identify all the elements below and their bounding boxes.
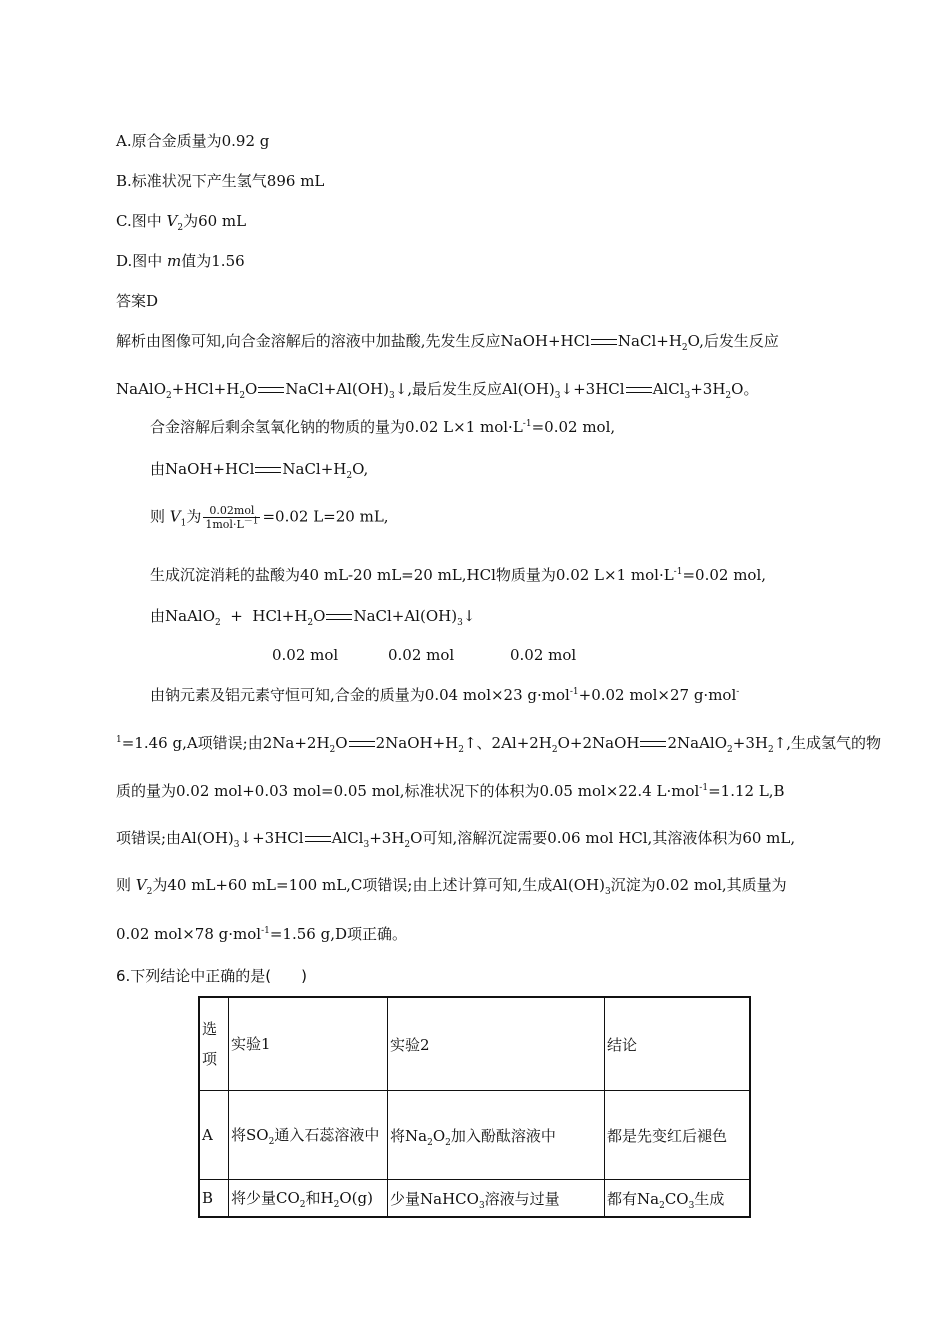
option-d	[116, 252, 245, 270]
text: 加入酚酞溶液中	[450, 1126, 556, 1145]
text: ↓,最后发生反应Al(OH)	[394, 380, 555, 398]
text: NaCl+H	[282, 460, 347, 478]
text: 由NaAlO	[150, 607, 215, 625]
option-c	[116, 212, 247, 233]
sup: -1	[699, 783, 709, 793]
text: O+2NaOH	[557, 734, 640, 752]
analysis-line-6	[150, 566, 766, 584]
text: 2NaAlO	[667, 734, 728, 752]
text: =1.12 L,B	[708, 782, 785, 800]
sub: 2	[659, 1200, 665, 1211]
text: =0.02 mol,	[682, 566, 767, 584]
text: CO	[664, 1189, 689, 1208]
sub: 2	[725, 391, 732, 401]
text: O	[432, 1126, 446, 1145]
text: +HCl+H	[171, 380, 240, 398]
sub: 2	[177, 223, 184, 233]
answer: 答案D	[116, 292, 159, 310]
text: =1.56 g,D项正确。	[269, 925, 407, 943]
text: 2NaOH+H	[375, 734, 459, 752]
sub: 2	[307, 618, 314, 628]
text: 为40 mL+60 mL=100 mL,C项错误;由上述计算可知,生成Al(OH)	[152, 876, 605, 894]
text: O,	[352, 460, 369, 478]
text: ↓+3HCl	[239, 829, 304, 847]
sub: 3	[233, 840, 240, 850]
text: 将SO	[231, 1126, 269, 1144]
text: O(g)	[339, 1189, 373, 1207]
analysis-line-14	[116, 925, 407, 943]
text: 由NaOH+HCl	[150, 460, 255, 478]
text: +3H	[690, 380, 726, 398]
equal-sign-icon	[305, 836, 331, 842]
text: 将少量CO	[231, 1189, 300, 1207]
text: + HCl+H	[220, 607, 308, 625]
text: 和H	[305, 1189, 334, 1207]
text: 解析由图像可知,向合金溶解后的溶液中加盐酸,先发生反应NaOH+HCl	[116, 332, 590, 350]
option-d-text: 值为1.56	[181, 252, 245, 270]
sub: 2	[299, 1200, 306, 1210]
sub: 3	[688, 1200, 695, 1211]
analysis-line-1	[116, 332, 779, 353]
text: =0.02 L=20 mL,	[262, 507, 389, 526]
text: 则	[116, 876, 136, 894]
text: 生成沉淀消耗的盐酸为40 mL-20 mL=20 mL,HCl物质量为0.02 L×1 mol·L	[150, 566, 674, 584]
header-conclusion: 结论	[605, 997, 751, 1091]
sub: 3	[388, 391, 395, 401]
text: O	[245, 380, 258, 398]
text: AlCl	[331, 829, 364, 847]
text: 少量NaHCO	[390, 1189, 479, 1208]
analysis-line-9	[150, 686, 739, 704]
row-b-exp1	[229, 1180, 388, 1218]
equal-sign-icon	[591, 339, 617, 345]
row-a-exp2	[388, 1091, 605, 1180]
sup: 1	[116, 735, 122, 745]
text: NaAlO	[116, 380, 166, 398]
sub: 2	[239, 391, 246, 401]
fraction-numerator: 0.02mol	[203, 504, 260, 518]
text: 沉淀为0.02 mol,其质量为	[610, 876, 787, 894]
text: 溶液与过量	[484, 1189, 560, 1208]
text: 为	[186, 507, 202, 526]
analysis-line-12	[116, 829, 796, 850]
text: =0.02 mol,	[531, 418, 616, 436]
text: 质的量为0.02 mol+0.03 mol=0.05 mol,标准状况下的体积为0.05 mol×22.4 L·mol	[116, 782, 700, 800]
sub: 3	[604, 887, 611, 897]
row-b-exp2	[388, 1180, 605, 1218]
sub: 2	[727, 745, 733, 755]
analysis-line-8-col3: 0.02 mol	[510, 646, 577, 664]
option-d-text: D.图中	[116, 252, 168, 270]
sup: －1	[243, 516, 259, 527]
text: ↓+3HCl	[560, 380, 625, 398]
equal-sign-icon	[258, 387, 284, 393]
text: 0.02 mol×78 g·mol	[116, 925, 262, 943]
text: O。	[731, 380, 759, 398]
sub: 2	[458, 745, 464, 755]
analysis-line-10	[116, 734, 882, 755]
text: ↑,生成氢气的物	[773, 734, 882, 752]
analysis-line-2	[116, 380, 759, 401]
sub: 2	[346, 471, 353, 481]
row-b-option: B	[199, 1180, 229, 1218]
table-header-row	[199, 997, 750, 1091]
row-b-conclusion	[605, 1180, 751, 1218]
sub: 2	[445, 1137, 451, 1148]
var-m: m	[167, 252, 182, 270]
text: +3H	[732, 734, 768, 752]
text: ↑、2Al+2H	[463, 734, 552, 752]
table-row	[199, 1091, 750, 1180]
sup: -1	[522, 419, 532, 429]
text: 1mol·L	[205, 518, 244, 531]
sub: 2	[551, 745, 558, 755]
text: +3H	[369, 829, 405, 847]
text: =1.46 g,A项错误;由2Na+2H	[121, 734, 330, 752]
text: 生成	[694, 1189, 725, 1208]
text: O,后发生反应	[687, 332, 779, 350]
option-c-text: 为60 mL	[183, 212, 247, 230]
text: +0.02 mol×27 g·mol	[578, 686, 737, 704]
analysis-line-8-col2: 0.02 mol	[388, 646, 455, 664]
sub: 3	[478, 1200, 485, 1211]
text: ↓	[462, 607, 476, 625]
sup: -	[736, 687, 740, 697]
row-a-conclusion: 都是先变红后褪色	[605, 1091, 751, 1180]
equal-sign-icon	[626, 387, 652, 393]
analysis-line-7	[150, 607, 476, 628]
sub: 1	[180, 518, 187, 529]
header-exp2: 实验2	[388, 997, 605, 1091]
analysis-line-4	[150, 460, 369, 481]
sub: 2	[146, 887, 153, 897]
option-c-text: C.图中	[116, 212, 167, 230]
text: 项错误;由Al(OH)	[116, 829, 234, 847]
header-option: 选项	[199, 997, 229, 1091]
sub: 3	[457, 618, 463, 628]
sub: 2	[215, 618, 221, 628]
option-b: B.标准状况下产生氢气896 mL	[116, 172, 325, 190]
sub: 2	[166, 391, 172, 401]
row-a-option: A	[199, 1091, 229, 1180]
text: O可知,溶解沉淀需要0.06 mol HCl,其溶液体积为60 mL,	[410, 829, 796, 847]
sub: 3	[363, 840, 370, 850]
text: O	[335, 734, 348, 752]
text: 合金溶解后剩余氢氧化钠的物质的量为0.02 L×1 mol·L	[150, 418, 523, 436]
analysis-line-5	[150, 504, 389, 531]
text: 通入石蕊溶液中	[274, 1126, 380, 1144]
sub: 2	[767, 745, 774, 755]
text: NaCl+Al(OH)	[285, 380, 389, 398]
text: 都有Na	[607, 1189, 660, 1208]
text: O	[313, 607, 326, 625]
var-v: V	[169, 507, 181, 526]
var-v: V	[166, 212, 178, 230]
analysis-line-3	[150, 418, 615, 436]
text: NaCl+H	[617, 332, 682, 350]
text: 将Na	[390, 1126, 428, 1145]
analysis-line-11	[116, 782, 785, 800]
text: AlCl	[652, 380, 685, 398]
text: 则	[150, 507, 170, 526]
analysis-line-13	[116, 876, 787, 897]
sub: 3	[684, 391, 691, 401]
sub: 2	[404, 840, 411, 850]
text: NaCl+Al(OH)	[353, 607, 458, 625]
sub: 2	[681, 343, 688, 353]
fraction	[203, 504, 260, 531]
equal-sign-icon	[255, 467, 281, 473]
header-exp1: 实验1	[229, 997, 388, 1091]
sup: -1	[261, 926, 270, 936]
row-a-exp1	[229, 1091, 388, 1180]
sub: 2	[427, 1137, 433, 1148]
var-v: V	[135, 876, 147, 894]
equal-sign-icon	[349, 741, 375, 747]
table-row	[199, 1180, 750, 1218]
equal-sign-icon	[326, 614, 352, 620]
sub: 2	[333, 1200, 340, 1210]
equal-sign-icon	[640, 741, 666, 747]
sub: 2	[268, 1137, 275, 1147]
fraction-denominator	[203, 518, 260, 531]
sup: -1	[673, 567, 683, 577]
question-6-title: 6.下列结论中正确的是( )	[116, 967, 308, 985]
sub: 3	[554, 391, 561, 401]
question-6-table	[198, 996, 751, 1218]
sub: 2	[329, 745, 336, 755]
text: 由钠元素及铝元素守恒可知,合金的质量为0.04 mol×23 g·mol	[150, 686, 570, 704]
sup: -1	[569, 687, 579, 697]
analysis-line-8-col1: 0.02 mol	[272, 646, 339, 664]
option-a: A.原合金质量为0.92 g	[116, 132, 270, 150]
